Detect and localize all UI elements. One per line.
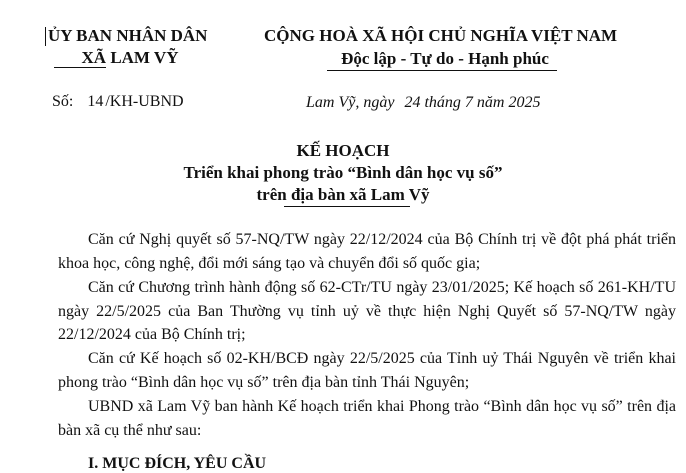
document-number-prefix: Số: [52, 93, 74, 110]
paragraph: UBND xã Lam Vỹ ban hành Kế hoạch triển khai Phong trào “Bình dân học vụ số” trên địa bàn xã cụ thể như sau: [58, 398, 676, 439]
issuing-authority [48, 26, 207, 46]
motto-underline [327, 70, 557, 71]
national-motto: Độc lập - Tự do - Hạnh phúc [341, 49, 549, 68]
document-subtitle-line1: Triển khai phong trào “Bình dân học vụ số” [183, 163, 503, 182]
section-heading: I. MỤC ĐÍCH, YÊU CẦU [88, 455, 267, 472]
document-number-value: 14 [87, 93, 104, 110]
authority-underline [54, 67, 106, 68]
document-number [52, 93, 184, 111]
dateline-year: năm 2025 [476, 94, 541, 111]
issuing-authority-line2: XÃ LAM VỸ [81, 48, 179, 67]
dateline-day: 24 [404, 94, 421, 111]
dateline-month: tháng 7 [424, 94, 473, 111]
document-subtitle-line2: trên địa bàn xã Lam Vỹ [256, 185, 430, 204]
document-title: KẾ HOẠCH [296, 141, 390, 160]
national-title: CỘNG HOÀ XÃ HỘI CHỦ NGHĨA VIỆT NAM [264, 26, 618, 45]
paragraph: Căn cứ Chương trình hành động số 62-CTr/TU ngày 23/01/2025; Kế hoạch số 261-KH/TU ngày 22/5/2025 của Ban Thường vụ tỉnh uỷ về thực hiện Nghị Quyết số 57-NQ/TW ngày 22/12/2024 của Bộ Chính trị; [58, 279, 676, 343]
margin-mark [45, 27, 46, 46]
dateline-place: Lam Vỹ, ngày [306, 94, 395, 111]
issuing-authority-line1: ỦY BAN NHÂN DÂN [48, 26, 208, 45]
paragraph: Căn cứ Kế hoạch số 02-KH/BCĐ ngày 22/5/2025 của Tỉnh uỷ Thái Nguyên về triển khai phong trào “Bình dân học vụ số” trên địa bàn tỉnh Thái Nguyên; [58, 350, 676, 391]
document-number-suffix: /KH-UBND [105, 93, 184, 110]
title-underline [284, 206, 410, 207]
dateline [306, 94, 540, 112]
paragraph: Căn cứ Nghị quyết số 57-NQ/TW ngày 22/12/2024 của Bộ Chính trị về đột phá phát triển khoa học, công nghệ, đổi mới sáng tạo và chuyển đổi số quốc gia; [58, 231, 676, 272]
